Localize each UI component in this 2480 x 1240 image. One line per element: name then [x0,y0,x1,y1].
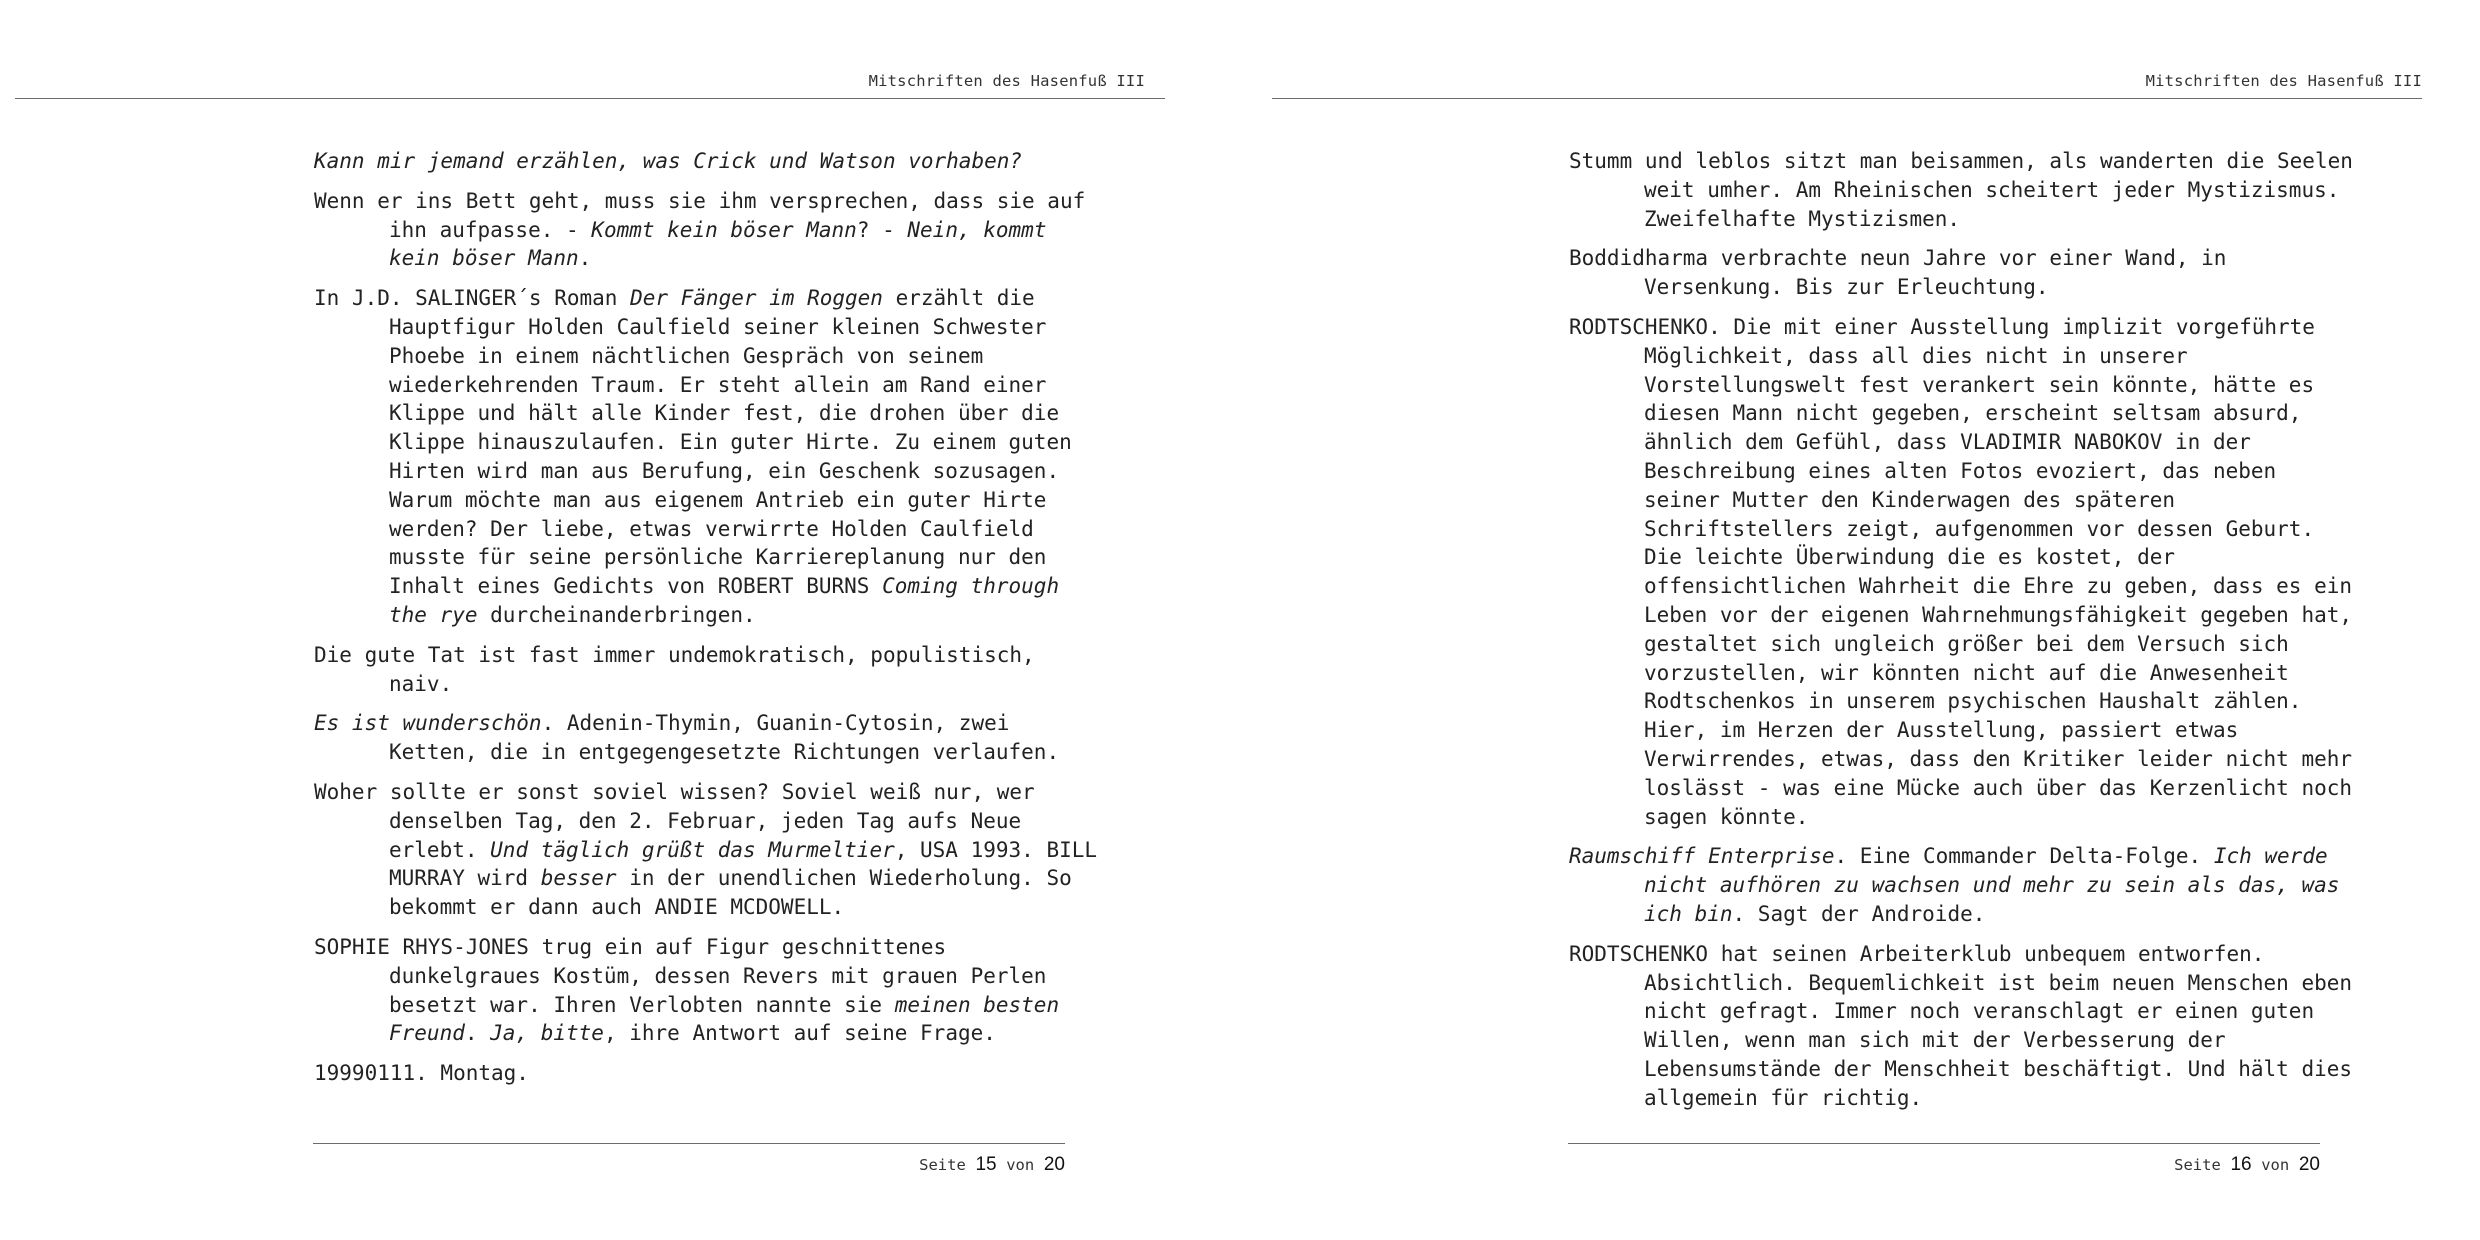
text-run: 19990111. Montag. [314,1061,529,1086]
header-rule [15,98,1165,99]
paragraph [314,147,1104,176]
text-run: . Eine Commander Delta-Folge. [1834,844,2214,869]
text-run: . [464,1021,491,1046]
text-run: In J.D. SALINGER´s Roman [314,286,631,311]
text-run: SOPHIE RHYS-JONES trug ein auf Figur geschnittenes dunkelgraues Kostüm, dessen Revers mit grauen Perlen besetzt war. Ihren Verlobten nannte sie [314,934,1047,1017]
italic-text: meinen besten Freund [389,992,1060,1046]
italic-text: Und täglich grüßt das Murmeltier [490,837,895,862]
text-run: , ihre Antwort auf seine Frage. [603,1021,996,1046]
footer-page-number: 15 [975,1154,997,1175]
text-run: Boddidharma verbrachte neun Jahre vor einer Wand, in Versenkung. Bis zur Erleuchtung. [1569,246,2227,300]
footer-rule [313,1143,1065,1144]
paragraph [1569,147,2364,233]
text-run: Woher sollte er sonst soviel wissen? Soviel weiß nur, wer denselben Tag, den 2. Februar, jeden Tag aufs Neue erlebt. [314,779,1035,862]
right-page [1240,0,2480,1240]
paragraph [1569,842,2364,928]
text-run: Stumm und leblos sitzt man beisammen, als wanderten die Seelen weit umher. Am Rheinischen scheitert jeder Mystizismus. Zweifelhafte Mystizismen. [1569,149,2353,231]
text-run: Die gute Tat ist fast immer undemokratisch, populistisch, naiv. [314,642,1035,696]
footer-page-total: 20 [2298,1154,2320,1175]
paragraph [314,709,1104,767]
italic-text: Raumschiff Enterprise [1569,844,1835,869]
italic-text: Coming through the rye [389,574,1060,627]
italic-text: Es ist wunderschön [314,711,542,736]
italic-text: besser [540,866,617,891]
paragraph [314,187,1104,273]
italic-text: Kommt kein böser Mann [591,217,857,242]
text-run: durcheinanderbringen. [477,602,756,627]
italic-text: Nein, kommt kein böser Mann [389,217,1047,271]
footer-von-label: von [1006,1156,1035,1174]
text-run: in der unendlichen Wiederholung. So bekommt er dann auch ANDIE MCDOWELL. [389,866,1072,920]
paragraph [1569,940,2364,1113]
paragraph [314,1059,1104,1088]
italic-text: Ich werde nicht aufhören zu wachsen und mehr zu sein als das, was ich bin [1644,844,2340,926]
paragraph [314,284,1104,630]
page-body [1569,147,2364,1124]
footer-page-number: 16 [2230,1154,2252,1175]
footer-seite-label: Seite [2174,1156,2221,1174]
running-header: Mitschriften des Hasenfuß III [2145,72,2422,90]
paragraph [1569,244,2364,302]
text-run: erzählt die Hauptfigur Holden Caulfield seiner kleinen Schwester Phoebe in einem nächtlichen Gespräch von seinem wiederkehrenden Traum. Er steht allein am Rand einer Klippe und hält alle Kinder fest, die drohen über die Klippe hinauszulaufen. Ein guter Hirte. Zu einem guten Hirten wird man aus Berufung, ein Geschenk sozusagen. Warum möchte man aus eigenem Antrieb ein guter Hirte werden? Der liebe, etwas verwirrte Holden Caulfield musste für seine persönliche Karriereplanung nur den Inhalt eines Gedichts von ROBERT BURNS [389,286,1072,599]
paragraph [314,641,1104,699]
footer-seite-label: Seite [919,1156,966,1174]
paragraph [314,778,1104,922]
running-header: Mitschriften des Hasenfuß III [868,72,1145,90]
text-run: . [578,246,592,271]
italic-text: Kann mir jemand erzählen, was Crick und Watson vorhaben? [314,149,1023,173]
footer-page-total: 20 [1043,1154,1065,1175]
paragraph [314,933,1104,1048]
header-rule [1272,98,2422,99]
page-footer [313,1154,1065,1176]
text-run: . Adenin-Thymin, Guanin-Cytosin, zwei Ketten, die in entgegengesetzte Richtungen verlaufen. [389,711,1060,765]
italic-text: Der Fänger im Roggen [630,286,883,311]
text-run: , USA 1993. BILL MURRAY wird [389,837,1098,891]
page-body [314,147,1104,1099]
text-run: RODTSCHENKO. Die mit einer Ausstellung implizit vorgeführte Möglichkeit, dass all dies nicht in unserer Vorstellungswelt fest verankert sein könnte, hätte es diesen Mann nicht gegeben, erscheint seltsam absurd, ähnlich dem Gefühl, dass VLADIMIR NABOKOV in der Beschreibung eines alten Fotos evoziert, das neben seiner Mutter den Kinderwagen des späteren Schriftstellers zeigt, aufgenommen vor dessen Geburt. Die leichte Überwindung die es kostet, der offensichtlichen Wahrheit die Ehre zu geben, dass es ein Leben vor der eigenen Wahrnehmungsfähigkeit gegeben hat, gestaltet sich ungleich größer bei dem Versuch sich vorzustellen, wir könnten nicht auf die Anwesenheit Rodtschenkos in unserem psychischen Haushalt zählen. Hier, im Herzen der Ausstellung, passiert etwas Verwirrendes, etwas, dass den Kritiker leider nicht mehr loslässt - was eine Mücke auch über das Kerzenlicht noch sagen könnte. [1569,314,2353,829]
footer-von-label: von [2261,1156,2290,1174]
italic-text: Ja, bitte [490,1021,604,1046]
text-run: RODTSCHENKO hat seinen Arbeiterklub unbequem entworfen. Absichtlich. Bequemlichkeit ist beim neuen Menschen eben nicht gefragt. Immer noch veranschlagt er einen guten Willen, wenn man sich mit der Verbesserung der Lebensumstände der Menschheit beschäftigt. Und hält dies allgemein für richtig. [1569,941,2353,1110]
text-run: ? - [856,217,908,242]
text-run: Wenn er ins Bett geht, muss sie ihm versprechen, dass sie auf ihn aufpasse. - [314,188,1086,242]
text-run: . Sagt der Androide. [1732,901,1986,926]
footer-rule [1568,1143,2320,1144]
paragraph [1569,313,2364,831]
page-footer [1568,1154,2320,1176]
